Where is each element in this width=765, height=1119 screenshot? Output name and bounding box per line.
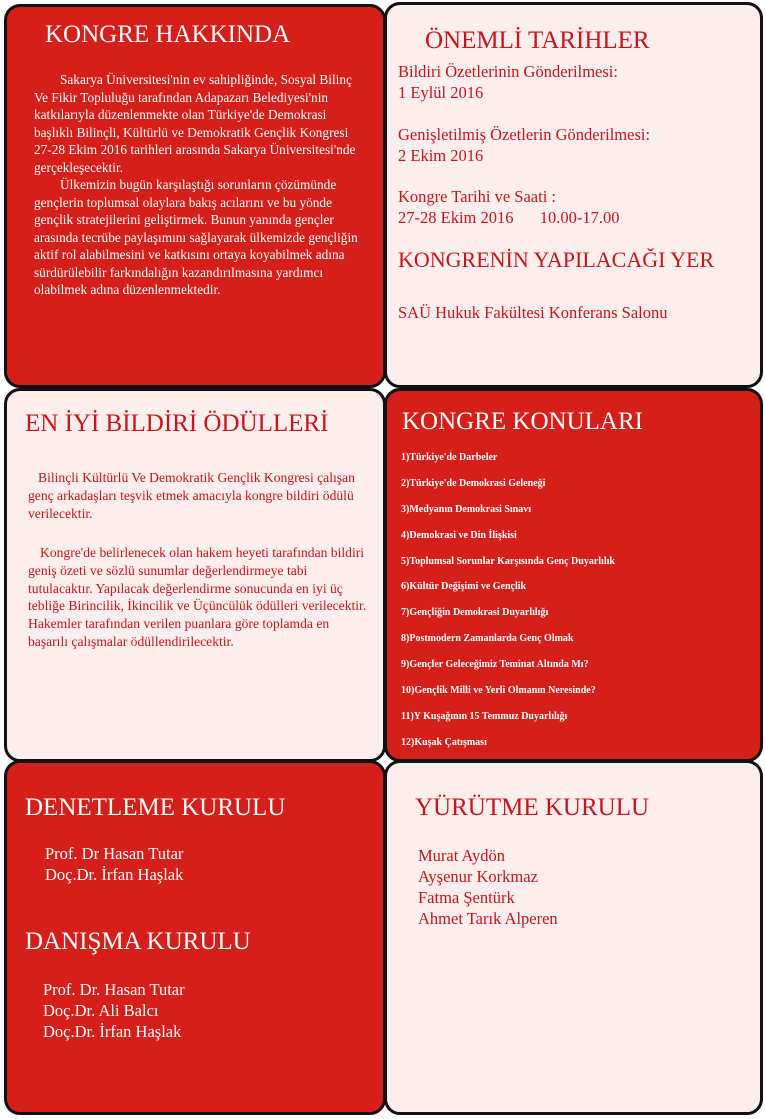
- topic-item: 11)Y Kuşağının 15 Temmuz Duyarlılığı: [401, 710, 568, 722]
- congress-label: Kongre Tarihi ve Saati :: [398, 187, 556, 206]
- awards-text-2: [28, 544, 370, 651]
- congress-date: [398, 207, 620, 228]
- supervisory-members: [45, 843, 183, 885]
- awards-paragraph-2: Kongre'de belirlenecek olan hakem heyeti tarafından bildiri geniş özeti ve sözlü sunumlar değerlendirmeye tabi tutulacaktır. Yapılacak değerlendirme sonucunda en iyi üç tebliğe Birincilik, İkincilik ve Üçüncülük ödülleri verilecektir. Hakemler tarafından verilen puanlara göre toplamda en başarılı çalışmalar ödüllendirilecektir.: [28, 545, 367, 649]
- advisory-member: Doç.Dr. Ali Balcı: [43, 1001, 159, 1020]
- topic-item: 3)Medyanın Demokrasi Sınavı: [401, 503, 532, 515]
- executive-member: Murat Aydön: [418, 846, 505, 865]
- congress-time-value: 10.00-17.00: [539, 208, 620, 227]
- awards-text-1: [28, 469, 370, 522]
- advisory-member: Prof. Dr. Hasan Tutar: [43, 980, 185, 999]
- executive-member: Ayşenur Korkmaz: [418, 867, 538, 886]
- topic-item: 4)Demokrasi ve Din İlişkisi: [401, 529, 517, 541]
- executive-member: Fatma Şentürk: [418, 888, 515, 907]
- advisory-members: [43, 979, 185, 1042]
- about-panel: [4, 4, 386, 388]
- venue-text: SAÜ Hukuk Fakültesi Konferans Salonu: [398, 303, 668, 322]
- awards-heading: EN İYİ BİLDİRİ ÖDÜLLERİ: [25, 410, 329, 437]
- topic-item: 6)Kültür Değişimi ve Gençlik: [401, 581, 527, 593]
- about-heading: KONGRE HAKKINDA: [45, 21, 291, 48]
- dates-heading: ÖNEMLİ TARİHLER: [425, 27, 650, 54]
- about-paragraph-2: Ülkemizin bugün karşılaştığı sorunların çözümünde gençlerin toplumsal olaylara bakış acılarını ve bu yönde gençlik stratejilerini geliştirmek. Bunun yanında gençler arasında tecrübe paylaşımını sağlayarak ülkemizde gençliğin aktif rol alabilmesini ve katkısını ortaya koyabilmek adına sürdürülebilir farkındalığın kazandırılmasına yardımcı olabilmek adına düzenlenmektedir.: [34, 177, 358, 297]
- congress-date-value: 27-28 Ekim 2016: [398, 208, 514, 227]
- topics-list: [401, 451, 615, 762]
- advisory-member: Doç.Dr. İrfan Haşlak: [43, 1022, 182, 1041]
- extended-date: 2 Ekim 2016: [398, 146, 484, 165]
- venue-heading: KONGRENİN YAPILACAĞI YER: [398, 247, 715, 272]
- awards-panel: [4, 388, 386, 762]
- topics-panel: [384, 388, 763, 762]
- topic-item: 1)Türkiye'de Darbeler: [401, 452, 498, 463]
- extended-label: Genişletilmiş Özetlerin Gönderilmesi:: [398, 125, 651, 144]
- abstract-date: 1 Eylül 2016: [398, 83, 484, 102]
- awards-paragraph-1: Bilinçli Kültürlü Ve Demokratik Gençlik Kongresi çalışan genç arkadaşları teşvik etmek amacıyla kongre bildiri ödülü verilecektir.: [28, 470, 355, 521]
- about-paragraph-1: Sakarya Üniversitesi'nin ev sahipliğinde, Sosyal Bilinç Ve Fikir Topluluğu tarafından Adapazarı Belediyesi'nin katkılarıyla düzenlenmekte olan Türkiye'de Demokrasi başlıklı Bilinçli, Kültürlü ve Demokratik Gençlik Kongresi 27-28 Ekim 2016 tarihleri arasında Sakarya Üniversitesi'nde gerçekleşecektir.: [34, 72, 356, 175]
- topic-item: 12)Kuşak Çatışması: [401, 736, 487, 748]
- about-text: [34, 71, 368, 299]
- executive-heading: YÜRÜTME KURULU: [415, 794, 650, 821]
- supervisory-heading: DENETLEME KURULU: [25, 794, 286, 821]
- executive-member: Ahmet Tarık Alperen: [418, 909, 558, 928]
- abstract-label: Bildiri Özetlerinin Gönderilmesi:: [398, 62, 618, 81]
- supervisory-member: Prof. Dr Hasan Tutar: [45, 844, 184, 863]
- boards-panel: [4, 760, 386, 1115]
- dates-panel: [384, 2, 763, 388]
- topic-item: 8)Postmodern Zamanlarda Genç Olmak: [401, 633, 574, 645]
- advisory-heading: DANIŞMA KURULU: [25, 928, 251, 955]
- executive-members: [418, 845, 558, 929]
- supervisory-member: Doç.Dr. İrfan Haşlak: [45, 865, 184, 884]
- topic-item: 7)Gençliğin Demokrasi Duyarlılığı: [401, 607, 549, 619]
- executive-panel: [384, 760, 763, 1115]
- topic-item: 10)Gençlik Milli ve Yerli Olmanın Neresinde?: [401, 685, 596, 697]
- topic-item: 2)Türkiye'de Demokrasi Geleneği: [401, 477, 546, 489]
- topic-item: 9)Gençler Geleceğimiz Teminat Altında Mı?: [401, 659, 589, 671]
- topics-heading: KONGRE KONULARI: [402, 408, 643, 435]
- topic-item: 5)Toplumsal Sorunlar Karşısında Genç Duyarlılık: [401, 555, 615, 567]
